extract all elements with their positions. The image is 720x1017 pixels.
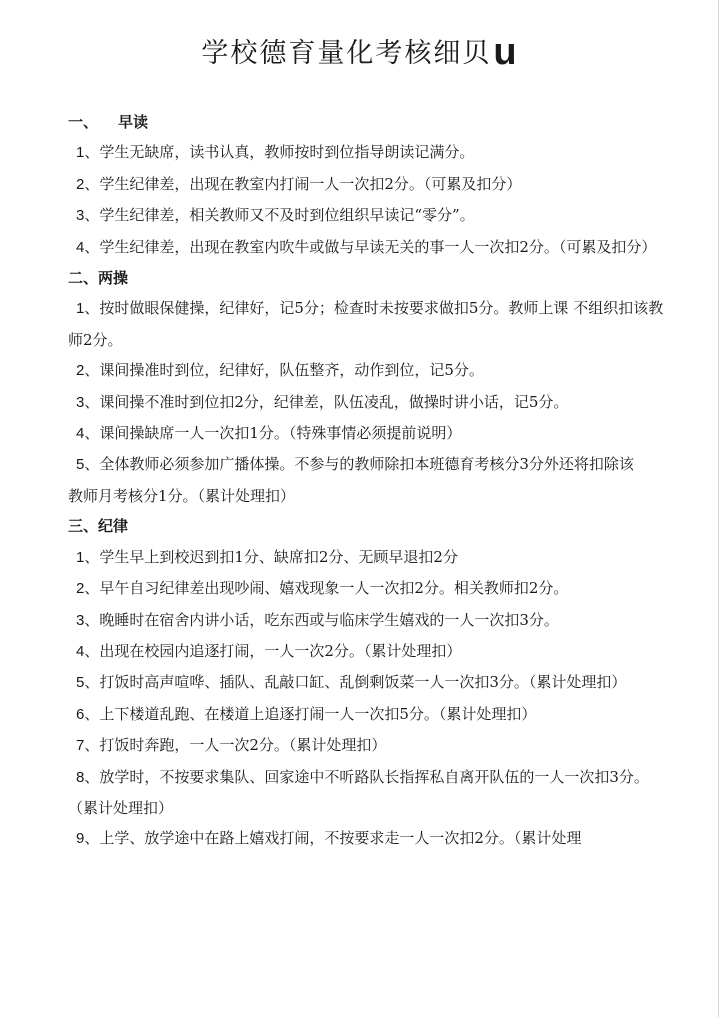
item-text: 学生无缺席，读书认真，教师按时到位指导朗读记满分。 <box>99 143 475 162</box>
list-item <box>68 200 668 231</box>
list-item <box>68 418 668 449</box>
list-item <box>68 667 668 698</box>
item-text: 全体教师必须参加广播体操。不参与的教师除扣本班德育考核分3分外还将扣除该教师月考核分1分。（累计处理扣） <box>68 455 634 505</box>
list-item <box>68 355 668 386</box>
list-item <box>68 542 668 573</box>
item-text: 晚睡时在宿舍内讲小话，吃东西或与临床学生嬉戏的一人一次扣3分。 <box>99 610 559 629</box>
section-number: 二、 <box>68 269 99 288</box>
section-heading <box>68 263 668 293</box>
item-number: 3、 <box>76 393 100 411</box>
item-number: 2、 <box>76 175 100 193</box>
item-number: 3、 <box>76 611 100 629</box>
section-title: 早读 <box>118 113 149 131</box>
item-text: 学生纪律差，出现在教室内吹牛或做与早读无关的事一人一次扣2分。（可累及扣分） <box>99 237 657 256</box>
list-item <box>68 699 668 730</box>
item-number: 4、 <box>76 238 100 256</box>
item-number: 3、 <box>76 207 100 225</box>
item-number: 8、 <box>76 768 100 786</box>
item-number: 2、 <box>76 362 100 380</box>
list-item <box>68 730 668 761</box>
list-item <box>68 823 668 854</box>
item-text: 打饭时奔跑，一人一次2分。（累计处理扣） <box>99 736 387 755</box>
list-item <box>68 636 668 667</box>
item-text: 课间操准时到位，纪律好，队伍整齐，动作到位，记5分。 <box>99 361 484 380</box>
item-text: 课间操不准时到位扣2分，纪律差，队伍凌乱，做操时讲小话，记5分。 <box>99 392 569 411</box>
item-number: 2、 <box>76 580 100 598</box>
item-number: 4、 <box>76 642 100 660</box>
item-number: 4、 <box>76 425 100 443</box>
item-number: 5、 <box>76 456 100 474</box>
list-item <box>68 605 668 636</box>
item-number: 5、 <box>76 674 100 692</box>
section-heading <box>68 107 668 137</box>
list-item <box>68 232 668 263</box>
item-text: 学生纪律差，出现在教室内打闹一人一次扣2分。（可累及扣分） <box>99 174 522 193</box>
section-heading <box>68 511 668 541</box>
item-text: 上学、放学途中在路上嬉戏打闹，不按要求走一人一次扣2分。（累计处理 <box>99 829 582 848</box>
item-text: 放学时，不按要求集队、回家途中不听路队长指挥私自离开队伍的一人一次扣3分。（累计处理扣） <box>68 767 649 817</box>
item-number: 7、 <box>76 737 100 755</box>
list-item <box>68 573 668 604</box>
item-number: 6、 <box>76 705 100 723</box>
title-text: 学校德育量化考核细贝 <box>201 38 492 69</box>
item-number: 1、 <box>76 548 100 566</box>
section-title: 纪律 <box>98 517 129 536</box>
item-number: 9、 <box>76 830 100 848</box>
item-number: 1、 <box>76 144 100 162</box>
item-text: 学生纪律差，相关教师又不及时到位组织早读记“零分”。 <box>99 206 475 225</box>
document-title <box>0 31 718 73</box>
list-item <box>68 449 643 511</box>
document-body <box>68 107 668 855</box>
list-item <box>68 137 668 168</box>
list-item <box>68 387 668 418</box>
item-text: 课间操缺席一人一次扣1分。（特殊事情必须提前说明） <box>99 424 462 443</box>
item-text: 早午自习纪律差出现吵闹、嬉戏现象一人一次扣2分。相关教师扣2分。 <box>99 579 569 598</box>
list-item <box>68 762 653 824</box>
item-text: 按时做眼保健操，纪律好，记5分；检查时未按要求做扣5分。教师上课 不组织扣该教师2分。 <box>68 299 664 349</box>
item-number: 1、 <box>76 300 100 318</box>
section-title: 两操 <box>98 269 129 288</box>
list-item <box>68 169 668 200</box>
list-item <box>68 293 668 355</box>
section-number: 三、 <box>68 517 99 536</box>
item-text: 学生早上到校迟到扣1分、缺席扣2分、无顾早退扣2分 <box>99 547 458 566</box>
item-text: 出现在校园内追逐打闹，一人一次2分。（累计处理扣） <box>99 641 462 660</box>
item-text: 打饭时高声喧哗、插队、乱敲口缸、乱倒剩饭菜一人一次扣3分。（累计处理扣） <box>99 673 627 692</box>
title-suffix: u <box>493 31 517 73</box>
item-text: 上下楼道乱跑、在楼道上追逐打闹一人一次扣5分。（累计处理扣） <box>99 704 537 723</box>
section-number: 一、 <box>68 113 99 131</box>
